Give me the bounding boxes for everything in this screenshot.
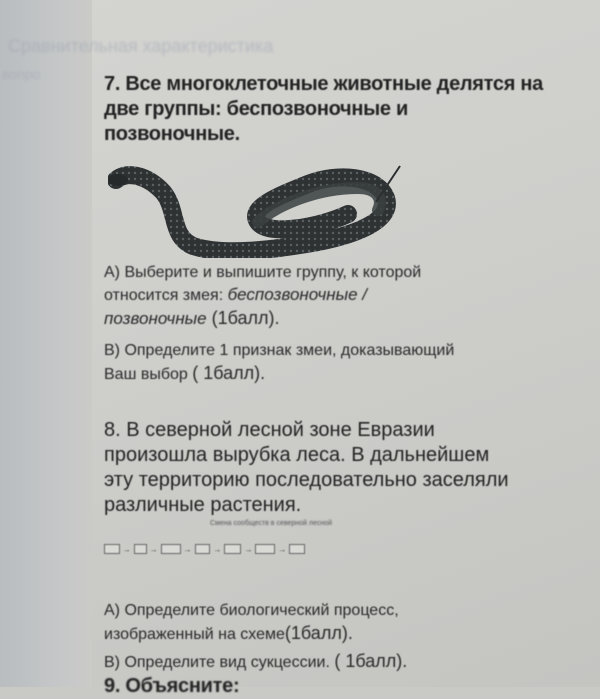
question-7-part-a bbox=[104, 262, 544, 331]
scheme-stage bbox=[224, 544, 241, 554]
part-b-prefix: Ваш выбор bbox=[104, 366, 193, 383]
part-a-line-1: А) Выберите и выпишите группу, к которой bbox=[104, 264, 422, 281]
bleed-through-text: вопро bbox=[2, 66, 41, 82]
part-b-points: ( 1балл). bbox=[192, 363, 266, 383]
q8-line-4: различные растения. bbox=[104, 494, 302, 516]
question-7-title: 7. Все многоклеточные животные делятся на две группы: беспозвоночные и позвоночные. bbox=[104, 73, 543, 145]
question-8-part-a bbox=[104, 600, 544, 646]
part-a-line-2 bbox=[104, 284, 544, 307]
scheme-stage bbox=[134, 544, 147, 554]
succession-scheme-title: Смена сообществ в северной лесной bbox=[210, 520, 333, 527]
q8-line-1: 8. В северной лесной зоне Евразии bbox=[104, 419, 435, 441]
arrow-icon: → bbox=[244, 544, 253, 554]
arrow-icon: → bbox=[278, 544, 287, 554]
q8-line-2: произошла вырубка леса. В дальнейшем bbox=[104, 444, 490, 466]
succession-scheme bbox=[104, 536, 510, 562]
part-a-points: (1балл). bbox=[206, 308, 280, 328]
adjacent-page-strip bbox=[0, 0, 92, 687]
part-a-prefix: относится змея: bbox=[104, 287, 228, 304]
question-7-part-b bbox=[104, 340, 544, 386]
answer-option-invertebrates: беспозвоночные / bbox=[227, 285, 368, 304]
arrow-icon: → bbox=[183, 544, 192, 554]
scheme-stage bbox=[255, 544, 275, 554]
arrow-icon: → bbox=[122, 544, 131, 554]
question-9-title: 9. Объясните: bbox=[104, 675, 240, 697]
scheme-stage: ​ bbox=[104, 544, 120, 554]
arrow-icon: → bbox=[149, 544, 158, 554]
scheme-stage bbox=[289, 544, 305, 554]
q8-part-a-prefix: изображенный на схеме bbox=[104, 626, 285, 643]
q8-part-a-line-2 bbox=[104, 622, 544, 646]
q8-part-b-prefix: В) Определите вид сукцессии. bbox=[104, 654, 335, 671]
scheme-stage bbox=[195, 544, 211, 554]
question-8-title bbox=[104, 418, 544, 518]
bleed-through-text: Сравнительная характеристика bbox=[8, 36, 274, 56]
q8-part-a-points: (1балл). bbox=[284, 623, 353, 643]
question-8-part-b bbox=[104, 650, 544, 674]
part-a-line-3 bbox=[104, 307, 544, 331]
snake-illustration-icon bbox=[108, 158, 408, 258]
part-b-line-2 bbox=[104, 362, 544, 386]
scheme-stage bbox=[161, 544, 181, 554]
q8-part-a-line-1: А) Определите биологический процесс, bbox=[104, 602, 399, 619]
answer-option-vertebrates: позвоночные bbox=[104, 309, 207, 328]
part-b-line-1: В) Определите 1 признак змеи, доказывающий bbox=[104, 342, 455, 359]
q8-part-b-points: ( 1балл). bbox=[334, 651, 408, 671]
q8-line-3: эту территорию последовательно заселяли bbox=[104, 469, 509, 491]
arrow-icon: → bbox=[213, 544, 222, 554]
